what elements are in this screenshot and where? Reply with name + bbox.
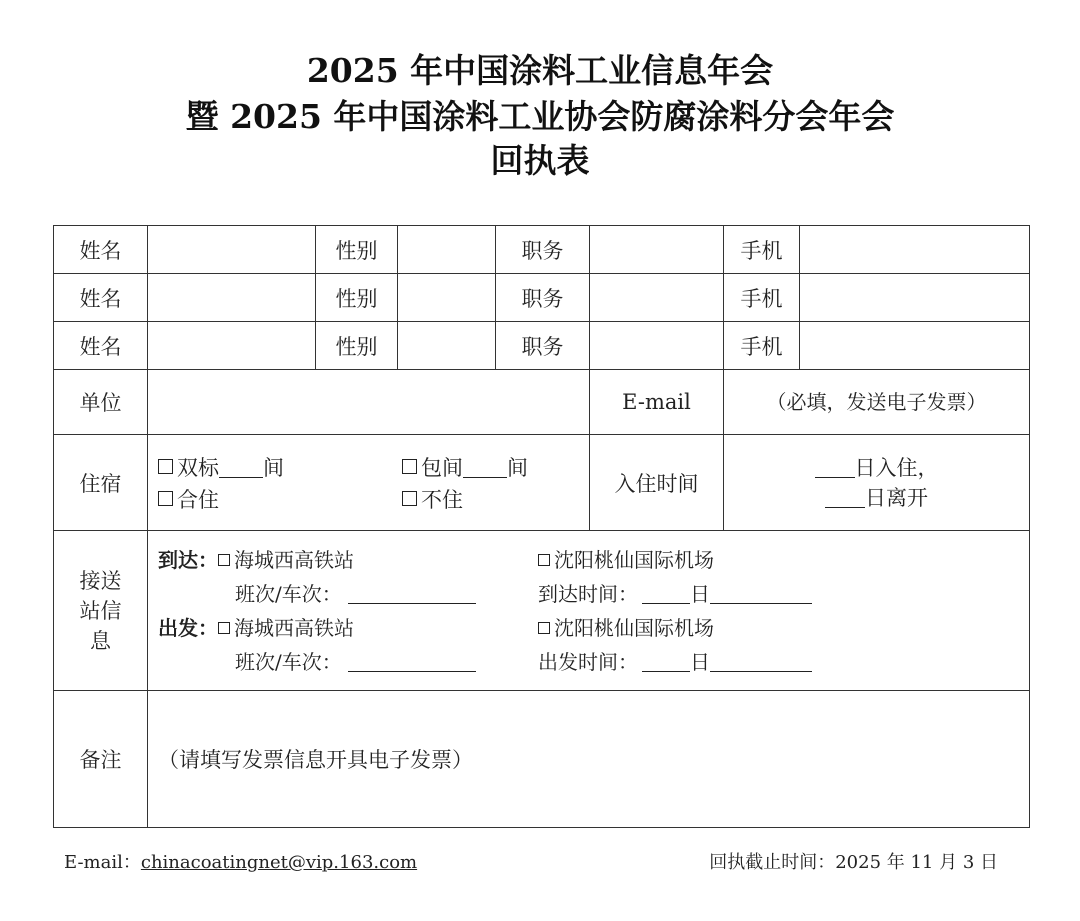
form-title-line1: 2025 年中国涂料工业信息年会	[306, 51, 774, 90]
arrive-day-blank[interactable]	[642, 585, 690, 604]
name-field[interactable]	[148, 226, 316, 274]
footer-email: E-mail：chinacoatingnet@vip.163.com	[64, 852, 418, 873]
name-label: 姓名	[54, 322, 148, 370]
depart-line	[158, 611, 1019, 645]
arrive-time-blank[interactable]	[710, 585, 812, 604]
position-field[interactable]	[590, 226, 724, 274]
note-field[interactable]	[148, 691, 1030, 828]
position-label: 职务	[496, 274, 590, 322]
depart-time-blank[interactable]	[710, 653, 812, 672]
depart-train-blank[interactable]	[348, 653, 476, 672]
gender-field[interactable]	[398, 322, 496, 370]
checkbox-icon[interactable]	[218, 554, 230, 566]
checkin-label: 入住时间	[590, 435, 724, 531]
transfer-fields	[148, 531, 1030, 691]
checkbox-icon[interactable]	[538, 622, 550, 634]
stay-option-none[interactable]: 不住	[402, 484, 572, 514]
depart-detail-line: 班次/车次： 出发时间： 日	[158, 645, 1019, 679]
position-label: 职务	[496, 226, 590, 274]
unit-row	[54, 370, 1030, 435]
form-title-line3: 回执表	[490, 141, 590, 180]
stay-options	[148, 435, 590, 531]
stay-label: 住宿	[54, 435, 148, 531]
arrive-line	[158, 543, 1019, 577]
email-label: E-mail	[590, 370, 724, 435]
stay-row	[54, 435, 1030, 531]
position-field[interactable]	[590, 322, 724, 370]
name-label: 姓名	[54, 226, 148, 274]
note-row	[54, 691, 1030, 828]
checkbox-icon[interactable]	[218, 622, 230, 634]
gender-label: 性别	[316, 274, 398, 322]
checkbox-icon[interactable]	[158, 491, 173, 506]
position-label: 职务	[496, 322, 590, 370]
unit-field[interactable]	[148, 370, 590, 435]
gender-label: 性别	[316, 226, 398, 274]
arrive-station: 海城西高铁站	[234, 547, 354, 572]
email-required-note: （必填，发送电子发票）	[766, 390, 987, 414]
depart-airport: 沈阳桃仙国际机场	[554, 615, 714, 640]
note-label: 备注	[54, 691, 148, 828]
footer-deadline: 回执截止时间：2025 年 11 月 3 日	[709, 852, 998, 873]
stay-option-twin[interactable]: 双标 间	[158, 452, 402, 482]
depart-day-blank[interactable]	[642, 653, 690, 672]
arrive-airport: 沈阳桃仙国际机场	[554, 547, 714, 572]
unit-label: 单位	[54, 370, 148, 435]
arrive-detail-line: 班次/车次： 到达时间： 日	[158, 577, 1019, 611]
checkin-day-blank[interactable]	[815, 459, 855, 478]
phone-label: 手机	[724, 274, 800, 322]
arrive-train-blank[interactable]	[348, 585, 476, 604]
gender-field[interactable]	[398, 226, 496, 274]
name-field[interactable]	[148, 274, 316, 322]
suite-count-blank[interactable]	[463, 459, 507, 478]
email-link[interactable]: chinacoatingnet@vip.163.com	[140, 852, 418, 873]
email-field[interactable]	[724, 370, 1030, 435]
checkbox-icon[interactable]	[538, 554, 550, 566]
checkin-fields	[724, 435, 1030, 531]
depart-station: 海城西高铁站	[234, 615, 354, 640]
phone-label: 手机	[724, 226, 800, 274]
stay-option-suite[interactable]: 包间 间	[402, 452, 572, 482]
twin-count-blank[interactable]	[219, 459, 263, 478]
checkin-day: 日入住，	[734, 453, 1019, 483]
person-row	[54, 322, 1030, 370]
phone-field[interactable]	[800, 274, 1030, 322]
checkbox-icon[interactable]	[402, 491, 417, 506]
name-field[interactable]	[148, 322, 316, 370]
form-title-line2: 暨 2025 年中国涂料工业协会防腐涂料分会年会	[185, 97, 895, 136]
phone-field[interactable]	[800, 226, 1030, 274]
transfer-label: 接送 站信 息	[54, 531, 148, 691]
receipt-form-table	[53, 225, 1030, 828]
note-hint: （请填写发票信息开具电子发票）	[158, 748, 473, 772]
phone-label: 手机	[724, 322, 800, 370]
gender-label: 性别	[316, 322, 398, 370]
depart-label: 出发：	[158, 615, 218, 640]
position-field[interactable]	[590, 274, 724, 322]
arrive-label: 到达：	[158, 547, 218, 572]
person-row	[54, 226, 1030, 274]
checkout-day: 日离开	[734, 483, 1019, 513]
checkbox-icon[interactable]	[158, 459, 173, 474]
phone-field[interactable]	[800, 322, 1030, 370]
stay-option-share[interactable]: 合住	[158, 484, 402, 514]
person-row	[54, 274, 1030, 322]
checkbox-icon[interactable]	[402, 459, 417, 474]
name-label: 姓名	[54, 274, 148, 322]
checkout-day-blank[interactable]	[825, 489, 865, 508]
gender-field[interactable]	[398, 274, 496, 322]
transfer-row	[54, 531, 1030, 691]
